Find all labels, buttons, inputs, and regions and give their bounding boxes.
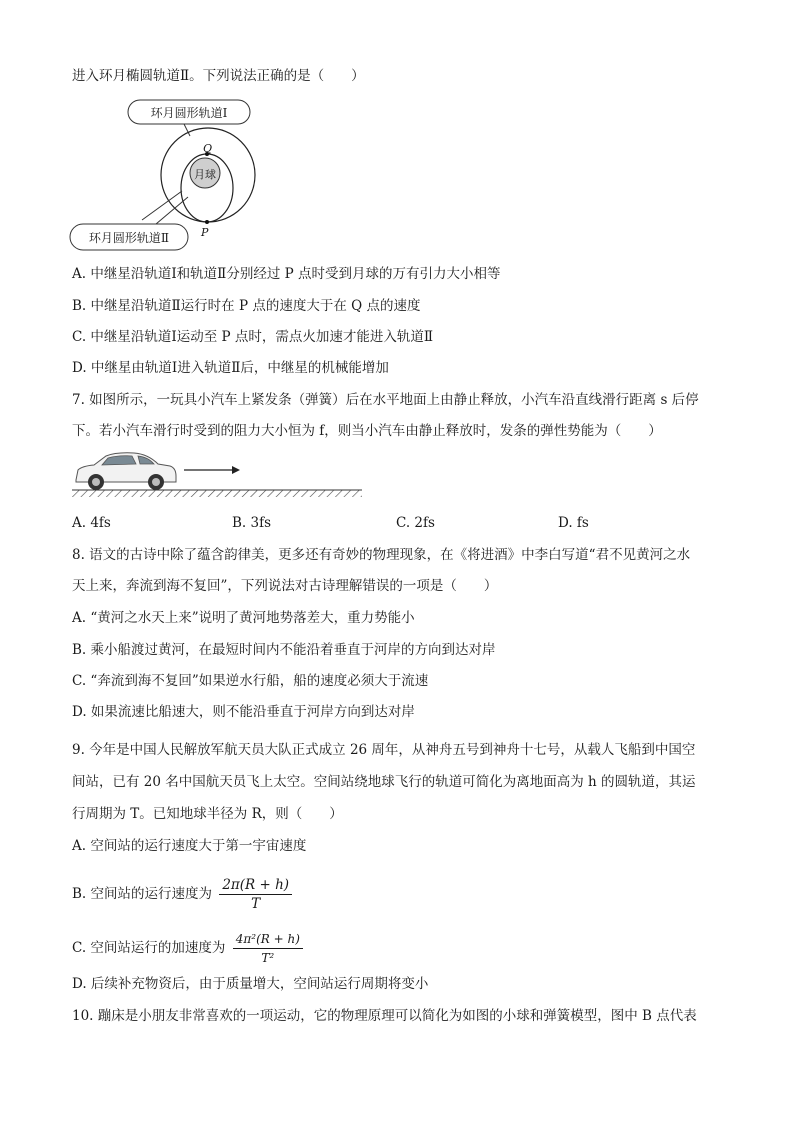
q9-option-c-denominator: T² xyxy=(261,951,275,965)
q7-line2: 下。若小汽车滑行时受到的阻力大小恒为 f，则当小汽车由静止释放时，发条的弹性势能为（ ） xyxy=(72,423,662,439)
point-p-dot xyxy=(205,220,209,224)
q9-option-c-fraction xyxy=(233,930,303,967)
q7-option-b: B. 3fs xyxy=(232,515,272,531)
q8-line1: 8. 语文的古诗中除了蕴含韵律美，更多还有奇妙的物理现象，在《将进酒》中李白写道“君不见黄河之水 xyxy=(72,547,691,563)
car-figure xyxy=(72,446,364,498)
q9-option-c-numerator: 4π²(R + h) xyxy=(233,930,303,949)
q6-option-a: A. 中继星沿轨道Ⅰ和轨道Ⅱ分别经过 P 点时受到月球的万有引力大小相等 xyxy=(72,266,501,282)
orbit2-label: 环月圆形轨道Ⅱ xyxy=(88,231,170,245)
q7-option-a: A. 4fs xyxy=(72,515,111,531)
q9-line1: 9. 今年是中国人民解放军航天员大队正式成立 26 周年，从神舟五号到神舟十七号，从载人飞船到中国空 xyxy=(72,742,696,758)
q8-option-c: C. “奔流到海不复回”如果逆水行船，船的速度必须大于流速 xyxy=(72,673,429,689)
q9-option-d: D. 后续补充物资后，由于质量增大，空间站运行周期将变小 xyxy=(72,976,429,992)
q8-option-a: A. “黄河之水天上来”说明了黄河地势落差大，重力势能小 xyxy=(72,610,415,626)
q8-option-d: D. 如果流速比船速大，则不能沿垂直于河岸方向到达对岸 xyxy=(72,704,415,720)
q9-option-b-numerator: 2π(R + h) xyxy=(219,876,292,895)
orbit1-label: 环月圆形轨道Ⅰ xyxy=(150,106,228,120)
q6-option-d: D. 中继星由轨道Ⅰ进入轨道Ⅱ后，中继星的机械能增加 xyxy=(72,360,389,376)
q9-line2: 间站，已有 20 名中国航天员飞上太空。空间站绕地球飞行的轨道可简化为离地面高为 h 的圆轨道，其运 xyxy=(72,774,696,790)
q6-option-b: B. 中继星沿轨道Ⅱ运行时在 P 点的速度大于在 Q 点的速度 xyxy=(72,298,421,314)
q6-option-c: C. 中继星沿轨道Ⅰ运动至 P 点时，需点火加速才能进入轨道Ⅱ xyxy=(72,329,434,345)
q9-line3: 行周期为 T。已知地球半径为 R，则（ ） xyxy=(72,806,343,822)
q9-option-b xyxy=(72,876,292,913)
q8-line2: 天上来，奔流到海不复回”，下列说法对古诗理解错误的一项是（ ） xyxy=(72,578,498,594)
q9-option-b-denominator: T xyxy=(251,896,261,912)
q6-stem: 进入环月椭圆轨道Ⅱ。下列说法正确的是（ ） xyxy=(72,68,365,84)
q7-line1: 7. 如图所示，一玩具小汽车上紧发条（弹簧）后在水平地面上由静止释放，小汽车沿直线滑行距离 s 后停 xyxy=(72,392,699,408)
q9-option-b-text: B. 空间站的运行速度为 xyxy=(72,886,213,902)
toy-car xyxy=(76,453,176,490)
q8-option-b: B. 乘小船渡过黄河，在最短时间内不能沿着垂直于河岸的方向到达对岸 xyxy=(72,642,496,658)
orbit-figure xyxy=(66,96,266,256)
q9-option-c-text: C. 空间站运行的加速度为 xyxy=(72,940,226,956)
q7-option-c: C. 2fs xyxy=(396,515,435,531)
q10-line1: 10. 蹦床是小朋友非常喜欢的一项运动，它的物理原理可以简化为如图的小球和弹簧模型，图中 B 点代表 xyxy=(72,1008,697,1024)
q9-option-b-fraction xyxy=(219,876,292,913)
q9-option-a: A. 空间站的运行速度大于第一宇宙速度 xyxy=(72,838,307,854)
q7-option-d: D. fs xyxy=(558,515,589,531)
q9-option-c xyxy=(72,930,303,967)
point-p-label: P xyxy=(201,226,209,239)
moon-label: 月球 xyxy=(194,168,216,181)
point-q-label: Q xyxy=(203,142,213,155)
